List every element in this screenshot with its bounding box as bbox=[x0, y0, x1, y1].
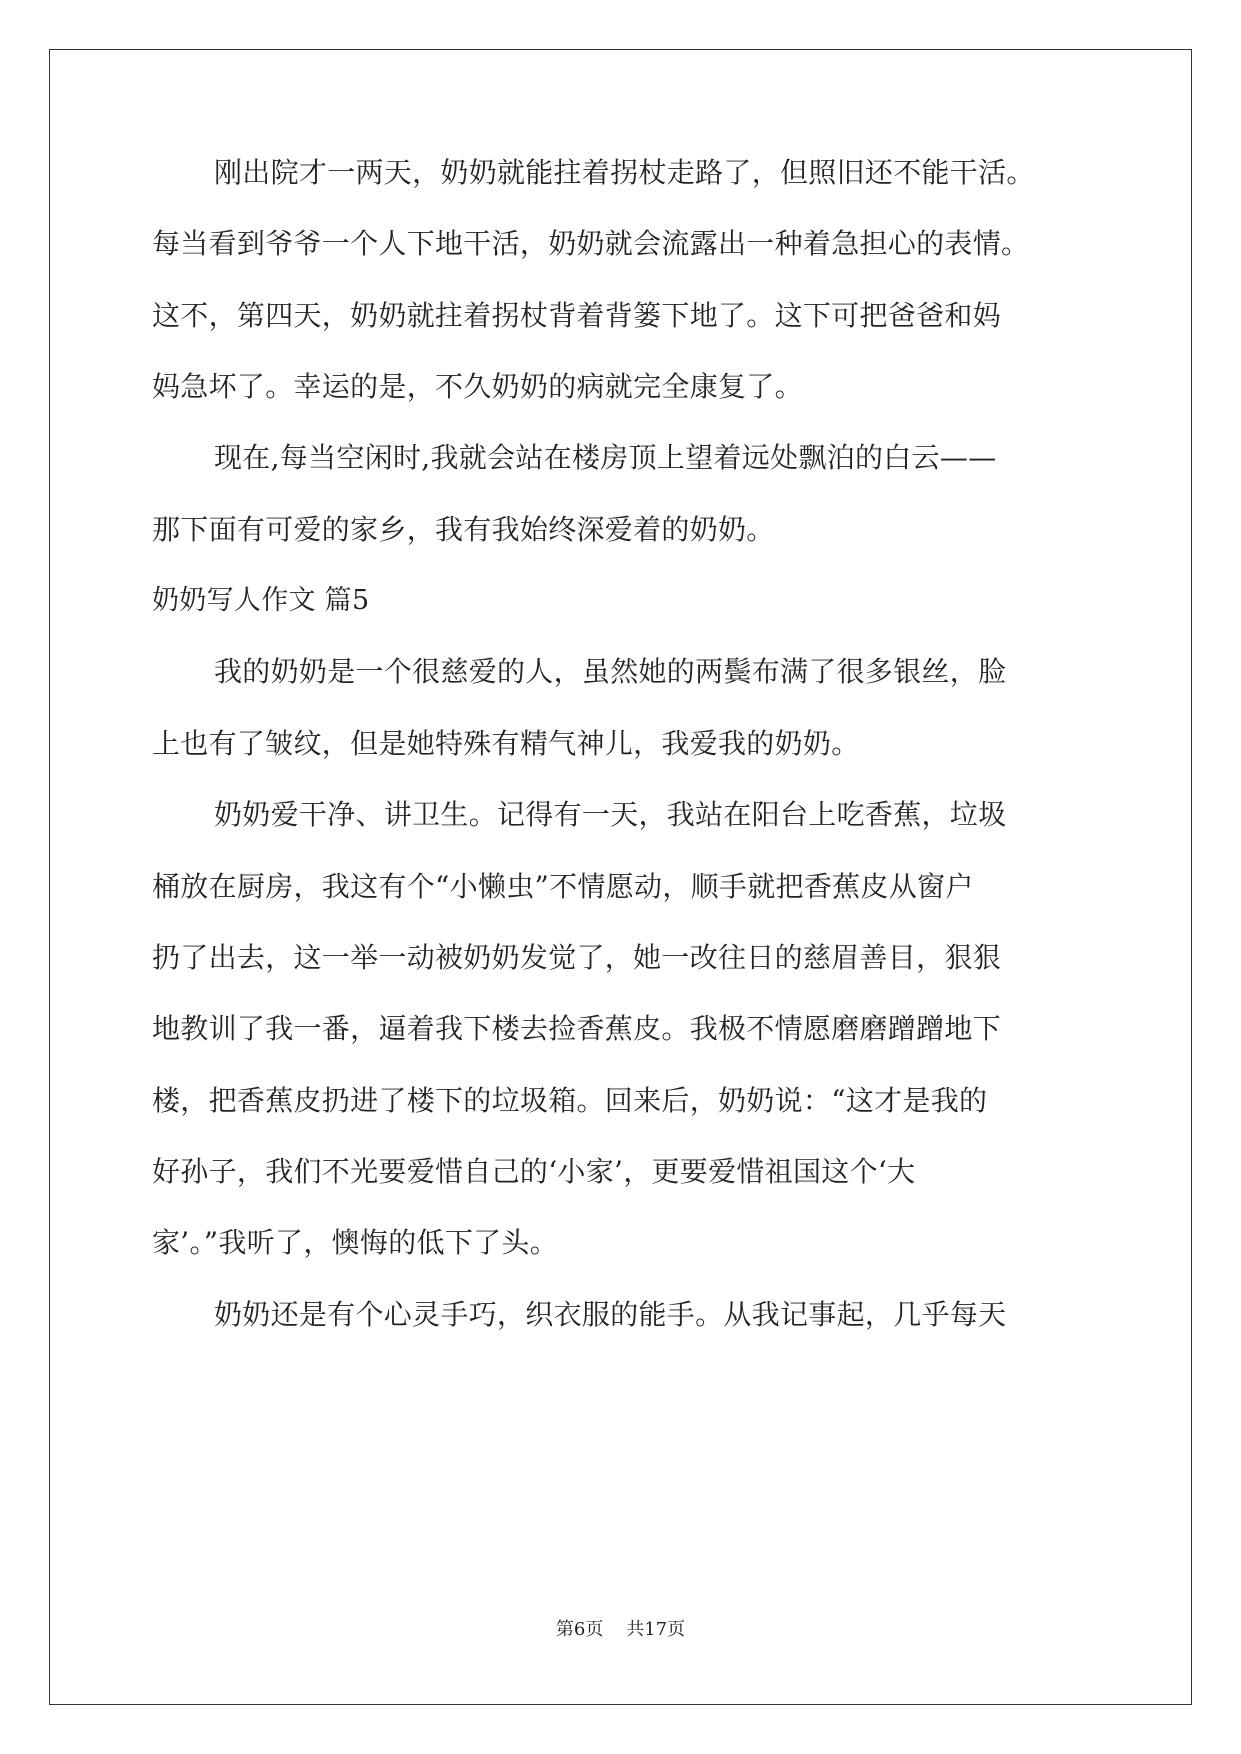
text-line: 桶放在厨房，我这有个“小懒虫”不情愿动，顺手就把香蕉皮从窗户 bbox=[152, 870, 974, 903]
text-line: 那下面有可爱的家乡，我有我始终深爱着的奶奶。 bbox=[152, 513, 775, 546]
text-line: 地教训了我一番，逼着我下楼去捡香蕉皮。我极不情愿磨磨蹭蹭地下 bbox=[152, 1012, 1002, 1045]
text-line: 好孙子，我们不光要爱惜自己的‘小家’，更要爱惜祖国这个‘大 bbox=[152, 1155, 916, 1188]
page-number: 第6页 bbox=[555, 1619, 604, 1640]
text-line: 现在,每当空闲时,我就会站在楼房顶上望着远处飘泊的白云—— bbox=[214, 441, 997, 474]
text-line: 上也有了皱纹，但是她特殊有精气神儿，我爱我的奶奶。 bbox=[152, 727, 860, 760]
page-footer bbox=[0, 1618, 1241, 1642]
section-heading: 奶奶写人作文 篇5 bbox=[152, 585, 370, 616]
text-line: 楼，把香蕉皮扔进了楼下的垃圾箱。回来后，奶奶说：“这才是我的 bbox=[152, 1084, 988, 1117]
text-line: 我的奶奶是一个很慈爱的人，虽然她的两鬓布满了很多银丝，脸 bbox=[214, 655, 1007, 688]
text-line: 每当看到爷爷一个人下地干活，奶奶就会流露出一种着急担心的表情。 bbox=[152, 227, 1030, 260]
text-line: 扔了出去，这一举一动被奶奶发觉了，她一改往日的慈眉善目，狠狠 bbox=[152, 941, 1002, 974]
text-line: 妈急坏了。幸运的是，不久奶奶的病就完全康复了。 bbox=[152, 370, 803, 403]
text-line: 家’。”我听了，懊悔的低下了头。 bbox=[152, 1226, 559, 1259]
text-line: 奶奶还是有个心灵手巧，织衣服的能手。从我记事起，几乎每天 bbox=[214, 1298, 1007, 1331]
text-line: 这不，第四天，奶奶就拄着拐杖背着背篓下地了。这下可把爸爸和妈 bbox=[152, 299, 1002, 332]
text-line: 刚出院才一两天，奶奶就能拄着拐杖走路了，但照旧还不能干活。 bbox=[214, 156, 1035, 189]
text-line: 奶奶爱干净、讲卫生。记得有一天，我站在阳台上吃香蕉，垃圾 bbox=[214, 798, 1007, 831]
page-total: 共17页 bbox=[626, 1619, 686, 1640]
